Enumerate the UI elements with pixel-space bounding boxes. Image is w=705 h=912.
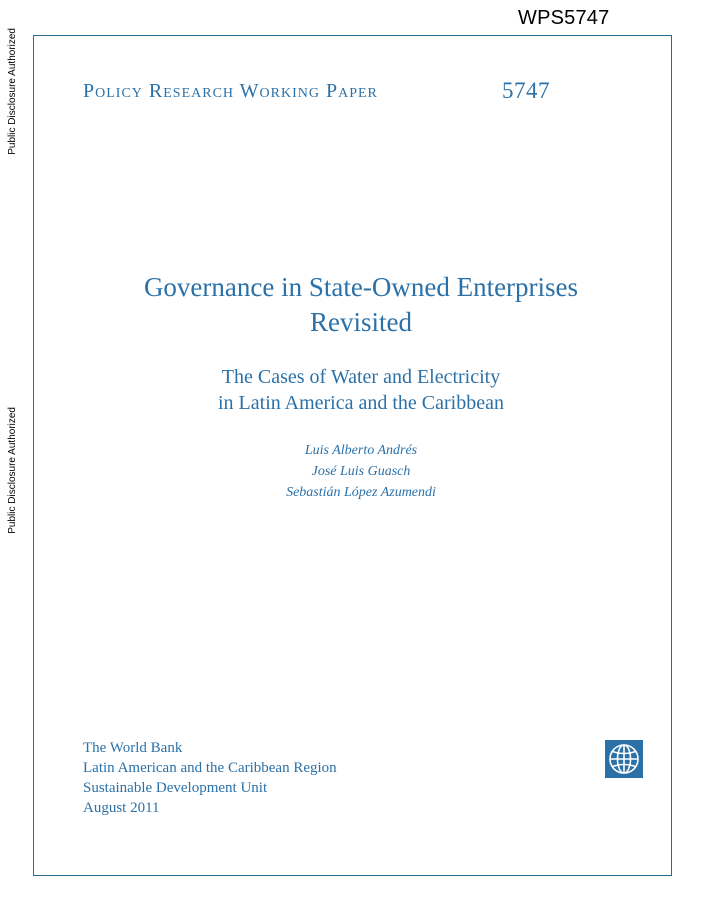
series-number: 5747	[502, 78, 550, 103]
author-list	[33, 440, 689, 503]
disclosure-stamp-middle: Public Disclosure Authorized	[7, 407, 18, 534]
publisher-line: Latin American and the Caribbean Region	[83, 760, 337, 776]
disclosure-stamp-top: Public Disclosure Authorized	[7, 28, 18, 155]
title-line: Revisited	[310, 307, 412, 337]
author-name: Luis Alberto Andrés	[304, 443, 418, 458]
publication-date: August 2011	[83, 800, 160, 816]
author-name: José Luis Guasch	[311, 464, 411, 479]
title-line: Governance in State-Owned Enterprises	[143, 272, 579, 302]
subtitle-line: in Latin America and the Caribbean	[217, 392, 504, 414]
world-bank-globe-icon	[605, 740, 643, 778]
document-id: WPS5747	[518, 7, 610, 29]
author-name: Sebastián López Azumendi	[286, 485, 436, 500]
subtitle-line: The Cases of Water and Electricity	[221, 366, 501, 388]
publisher-line: Sustainable Development Unit	[83, 780, 268, 796]
publisher-line: The World Bank	[83, 740, 183, 756]
paper-title	[33, 270, 689, 340]
series-title: Policy Research Working Paper	[83, 80, 378, 102]
paper-subtitle	[33, 364, 689, 416]
publisher-block	[83, 738, 337, 818]
